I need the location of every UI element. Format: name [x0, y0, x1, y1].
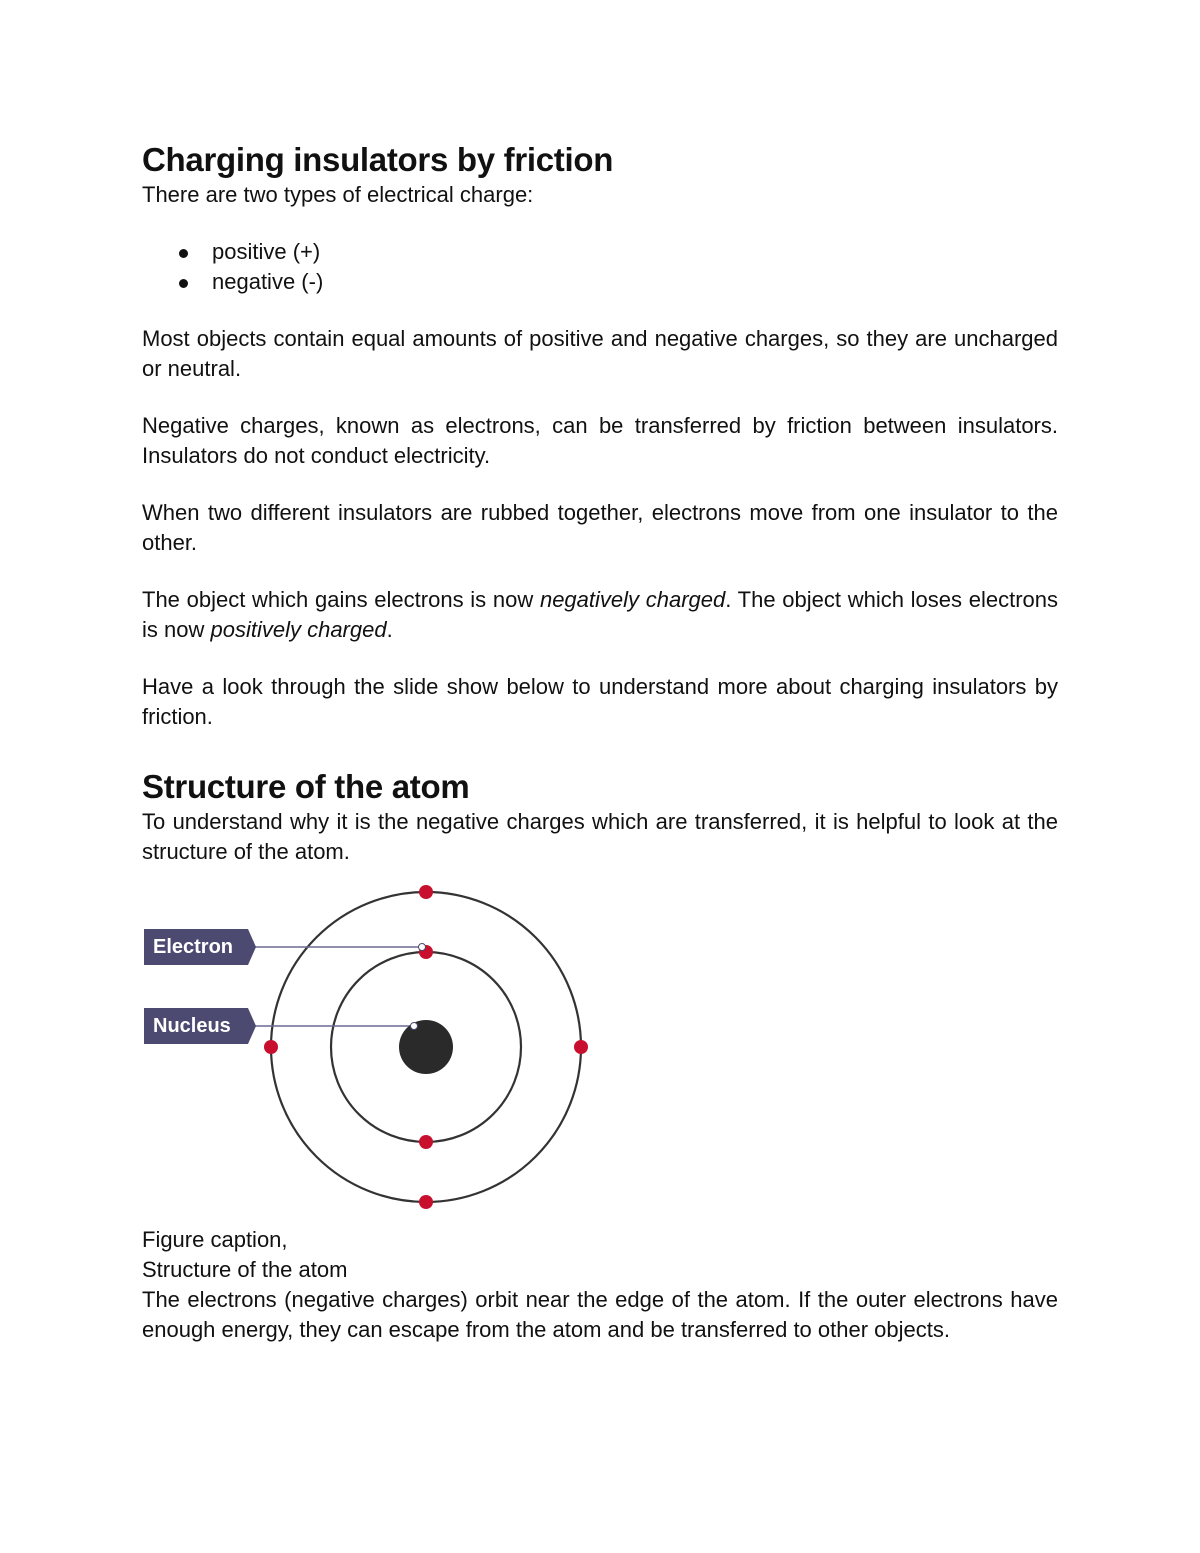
paragraph-rubbing: When two different insulators are rubbed together, electrons move from one insulator to the other.	[142, 500, 1058, 555]
electron-outer-top	[419, 885, 433, 899]
electron-label-arrow	[248, 929, 256, 965]
list-item: negative (-)	[142, 267, 1058, 297]
emphasis-positive: positively charged	[210, 617, 387, 642]
figure-caption-title: Structure of the atom	[142, 1257, 348, 1282]
figure-caption-prefix: Figure caption,	[142, 1227, 288, 1252]
electron-label: Electron	[144, 929, 248, 965]
paragraph-neutral: Most objects contain equal amounts of positive and negative charges, so they are uncharged or neutral.	[142, 326, 1058, 381]
document-page	[142, 140, 1058, 1345]
nucleus-label-arrow	[248, 1008, 256, 1044]
nucleus-pointer-dot	[411, 1023, 418, 1030]
figure-caption-text: The electrons (negative charges) orbit near the edge of the atom. If the outer electrons have enough energy, they can escape from the atom and be transferred to other objects.	[142, 1287, 1058, 1342]
emphasis-negative: negatively charged	[539, 587, 726, 612]
atom-diagram-svg	[142, 873, 622, 1225]
atom-intro-text: To understand why it is the negative charges which are transferred, it is helpful to look at the structure of the atom.	[142, 809, 1058, 864]
electron-outer-bottom	[419, 1195, 433, 1209]
heading-charging-insulators: Charging insulators by friction	[142, 141, 614, 178]
heading-structure-atom: Structure of the atom	[142, 768, 470, 805]
intro-text: There are two types of electrical charge:	[142, 182, 534, 207]
atom-diagram	[142, 873, 1058, 1225]
paragraph-electrons: Negative charges, known as electrons, can be transferred by friction between insulators. Insulators do not conduct electricity.	[142, 413, 1058, 468]
bullet-icon	[179, 249, 188, 258]
electron-outer-left	[264, 1040, 278, 1054]
bullet-icon	[179, 279, 188, 288]
nucleus	[399, 1020, 453, 1074]
list-item: positive (+)	[142, 237, 1058, 267]
electron-inner-bottom	[419, 1135, 433, 1149]
paragraph-slideshow: Have a look through the slide show below to understand more about charging insulators by friction.	[142, 674, 1058, 729]
electron-pointer-dot	[419, 944, 426, 951]
charge-types-list	[142, 237, 1058, 297]
paragraph-charged: The object which gains electrons is now negatively charged. The object which loses electrons is now positively charged.	[142, 587, 1058, 642]
nucleus-label: Nucleus	[144, 1008, 248, 1044]
electron-outer-right	[574, 1040, 588, 1054]
